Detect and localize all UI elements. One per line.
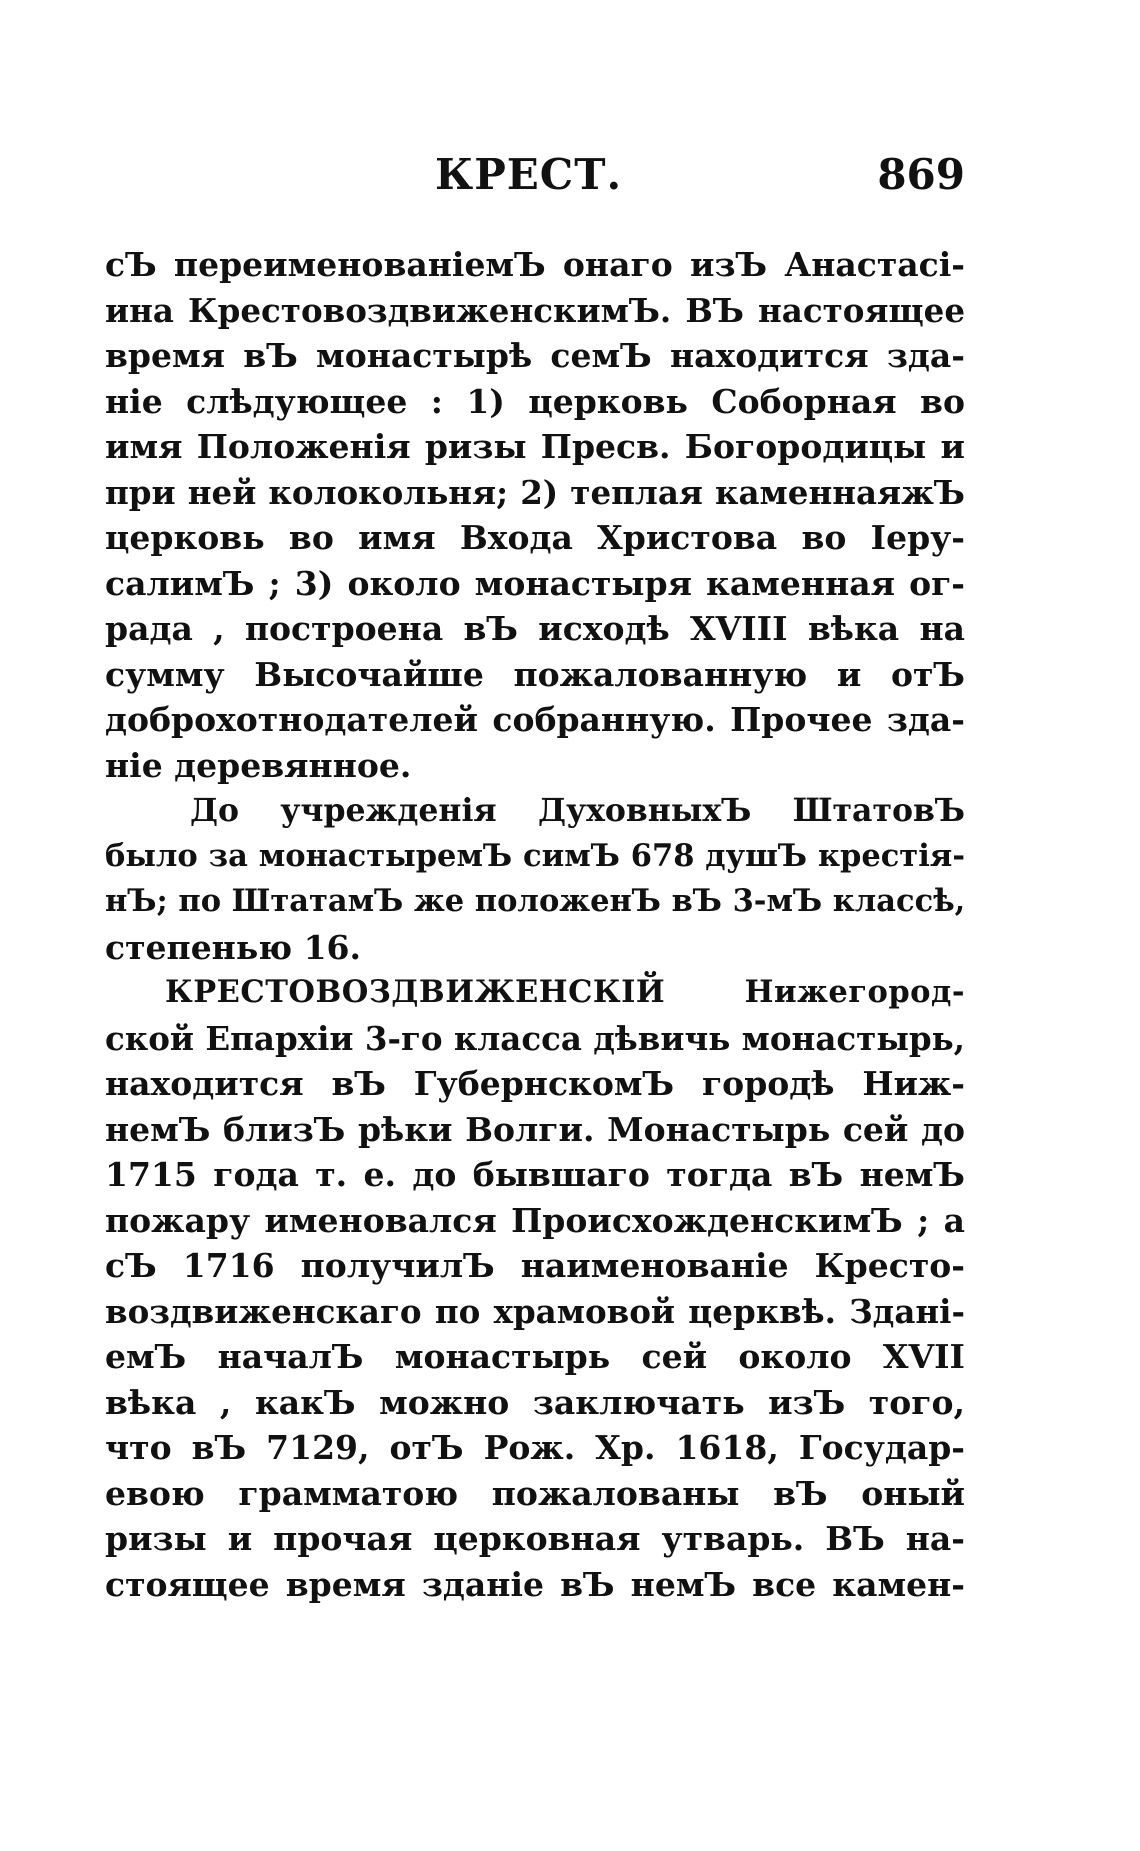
text-line: ина КрестовоздвиженскимЪ. ВЪ настоящее	[105, 290, 965, 330]
text-line: 1715 года т. е. до бывшаго тогда вЪ немЪ	[105, 1155, 965, 1194]
text-line: немЪ близЪ рѣки Волги. Монастырь сей до	[105, 1109, 965, 1149]
text-line: время вЪ монастырѣ семЪ находится зда-	[105, 336, 965, 375]
paragraph-start-line: До учрежденія ДуховныхЪ ШтатовЪ	[190, 792, 965, 829]
text-line: церковь во имя Входа Христова во Іеру-	[105, 518, 965, 557]
text-line: имя Положенія ризы Пресв. Богородицы и	[105, 427, 965, 466]
text-line: емЪ началЪ монастырь сей около XVII	[105, 1337, 965, 1376]
text-line: доброхотнодателей собранную. Прочее зда-	[105, 700, 965, 739]
text-line: вѣка , какЪ можно заключать изЪ того,	[105, 1382, 965, 1422]
text-line: сумму Высочайше пожалованную и отЪ	[105, 654, 965, 694]
text-line: рада , построена вЪ исходѣ XVIII вѣка на	[105, 609, 965, 648]
text-line: ніе деревянное.	[105, 745, 412, 785]
text-line: стоящее время зданіе вЪ немЪ все камен-	[105, 1564, 965, 1604]
page-number: 869	[877, 150, 965, 199]
page-header	[105, 150, 965, 220]
text-line: ризы и прочая церковная утварь. ВЪ на-	[105, 1519, 965, 1558]
text-line: было за монастыремЪ симЪ 678 душЪ крестія-	[105, 837, 965, 874]
text-line: находится вЪ ГубернскомЪ городѣ Ниж-	[105, 1064, 965, 1103]
text-line: при ней колокольня; 2) теплая каменнаяжЪ	[105, 472, 965, 512]
text-line: воздвиженскаго по храмовой церквѣ. Здані-	[105, 1291, 965, 1331]
text-line: салимЪ ; 3) около монастыря каменная ог-	[105, 563, 965, 603]
text-line: нЪ; по ШтатамЪ же положенЪ вЪ 3-мЪ классѣ,	[105, 883, 966, 919]
text-line: сЪ переименованіемЪ онаго изЪ Анастасі-	[105, 245, 965, 284]
entry-heading-line: КРЕСТОВОЗДВИЖЕНСКІЙ Нижегород-	[165, 974, 965, 1010]
body-text	[105, 242, 965, 1607]
running-head: КРЕСТ.	[435, 150, 623, 199]
text-line: сЪ 1716 получилЪ наименованіе Кресто-	[105, 1246, 965, 1285]
text-line: степенью 16.	[105, 927, 361, 967]
text-line: ской Епархіи 3-го класса дѣвичь монастырь,	[105, 1018, 965, 1058]
text-line: ніе слѣдующее : 1) церковь Соборная во	[105, 381, 965, 421]
text-line: что вЪ 7129, отЪ Рож. Хр. 1618, Государ-	[105, 1428, 965, 1467]
text-line: евою грамматою пожалованы вЪ оный	[105, 1473, 965, 1513]
text-line: пожару именовался ПроисхожденскимЪ ; а	[105, 1200, 965, 1240]
